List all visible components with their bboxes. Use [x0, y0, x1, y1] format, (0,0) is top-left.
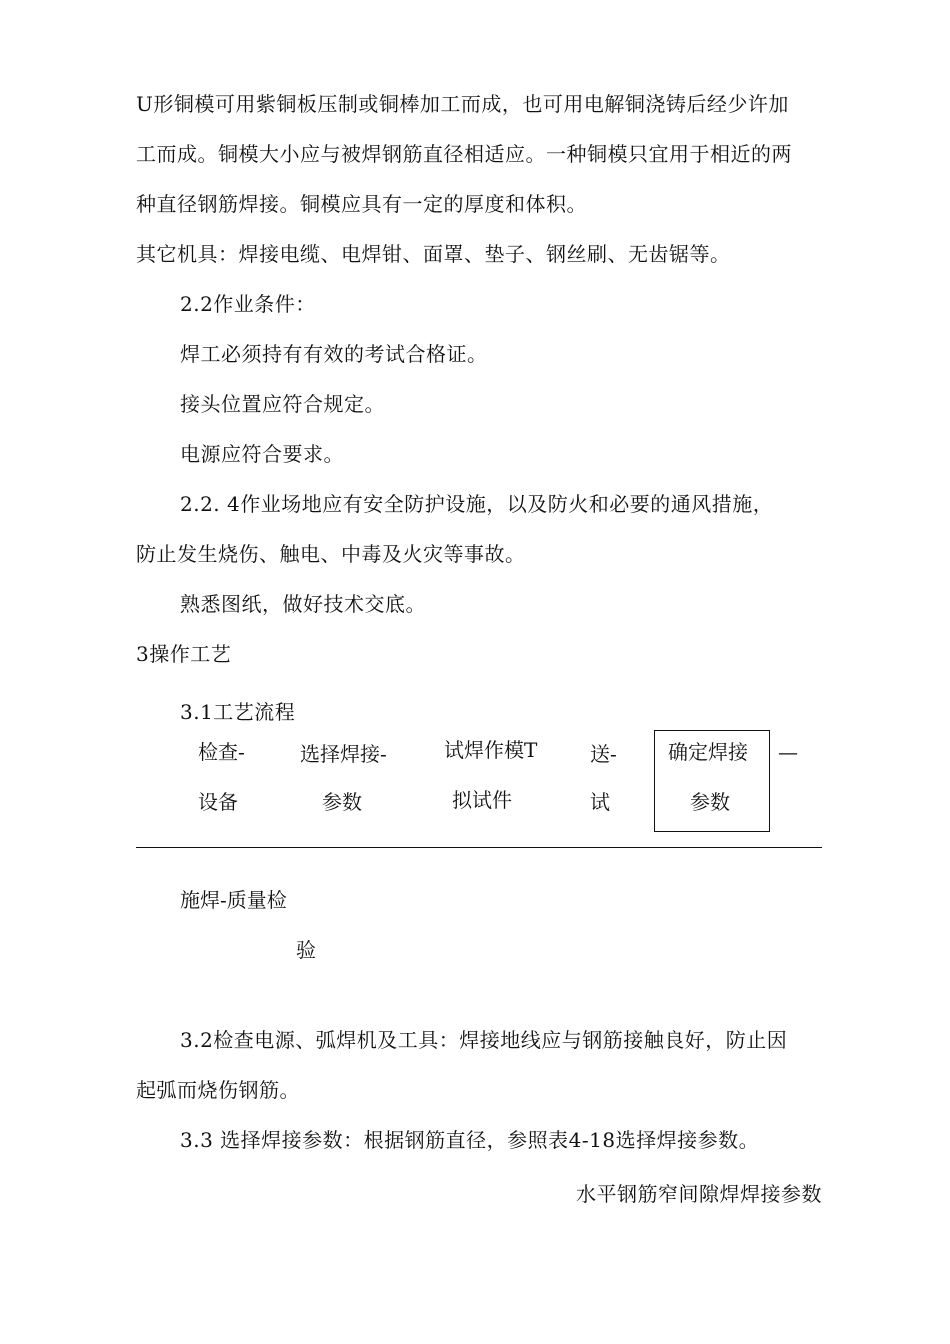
section-heading-2-2: 2.2作业条件：	[180, 292, 316, 316]
flow-step-label: 施焊-质量检	[180, 888, 287, 912]
flow-step-label: 确定焊接	[668, 740, 748, 764]
paragraph-line: 2.2. 4作业场地应有安全防护设施，以及防火和必要的通风措施，	[180, 492, 774, 516]
flow-step-label: 参数	[322, 790, 362, 814]
paragraph-line: 起弧而烧伤钢筋。	[136, 1078, 300, 1102]
flow-step-label: 选择焊接-	[300, 742, 387, 766]
paragraph-line: 电源应符合要求。	[180, 442, 344, 466]
paragraph-line: 接头位置应符合规定。	[180, 392, 385, 416]
table-title: 水平钢筋窄间隙焊焊接参数	[576, 1182, 822, 1206]
flow-step-label: 试焊作模T	[444, 738, 538, 762]
horizontal-rule	[136, 847, 822, 848]
paragraph-line: 焊工必须持有有效的考试合格证。	[180, 342, 488, 366]
paragraph-line: 种直径钢筋焊接。铜模应具有一定的厚度和体积。	[136, 192, 587, 216]
paragraph-line: 工而成。铜模大小应与被焊钢筋直径相适应。一种铜模只宜用于相近的两	[136, 142, 792, 166]
paragraph-line: 3.3 选择焊接参数：根据钢筋直径，参照表4-18选择焊接参数。	[180, 1128, 760, 1152]
paragraph-other-tools: 其它机具：焊接电缆、电焊钳、面罩、垫子、钢丝刷、无齿锯等。	[136, 242, 731, 266]
flow-step-label: 验	[296, 938, 316, 962]
flow-step-label: 送-	[590, 742, 617, 766]
paragraph-line: 防止发生烧伤、触电、中毒及火灾等事故。	[136, 542, 526, 566]
flow-step-label: 试	[590, 790, 610, 814]
section-heading-3: 3操作工艺	[136, 642, 232, 666]
paragraph-line: U形铜模可用紫铜板压制或铜棒加工而成，也可用电解铜浇铸后经少许加	[136, 92, 789, 116]
flow-step-label: 参数	[690, 790, 730, 814]
flow-arrow: —	[778, 740, 798, 764]
paragraph-line: 熟悉图纸，做好技术交底。	[180, 592, 426, 616]
paragraph-line: 3.2检查电源、弧焊机及工具：焊接地线应与钢筋接触良好，防止因	[180, 1028, 788, 1052]
flow-step-label: 检查-	[198, 740, 245, 764]
section-heading-3-1: 3.1工艺流程	[180, 700, 296, 724]
flow-step-label: 拟试件	[452, 788, 512, 812]
flow-step-label: 设备	[198, 790, 238, 814]
